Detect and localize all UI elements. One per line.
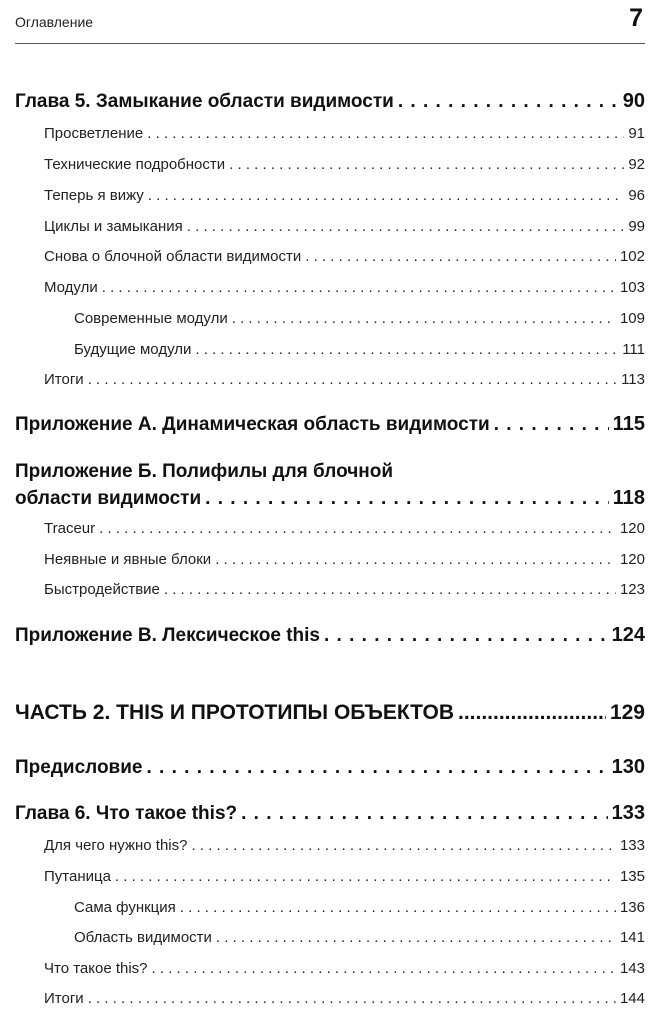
toc-entry-page: 113 (621, 371, 645, 388)
toc-entry-page: 135 (619, 868, 645, 885)
toc-entry-title: Приложение В. Лексическое this (15, 625, 320, 646)
toc-entry-subsection (0, 341, 660, 358)
dot-leader (195, 341, 618, 358)
dot-leader (191, 837, 615, 854)
toc-entry-section (0, 868, 660, 885)
toc-entry-page: 115 (612, 413, 645, 435)
toc-entry-section (0, 371, 660, 388)
dot-leader (88, 371, 617, 388)
toc-entry-title-line1: Приложение Б. Полифилы для блочной (15, 461, 394, 482)
toc-entry-title: Глава 5. Замыкание области видимости (15, 91, 394, 112)
toc-entry-part (0, 701, 660, 725)
dot-leader (216, 929, 616, 946)
toc-entry-section (0, 990, 660, 1007)
toc-entry-title: Итоги (44, 990, 84, 1007)
dot-leader (180, 899, 616, 916)
toc-entry-page: 129 (609, 701, 645, 724)
toc-entry-page: 118 (612, 487, 645, 509)
dot-leader (324, 625, 608, 647)
toc-entry-page: 90 (622, 90, 645, 112)
toc-entry-chapter (0, 802, 660, 825)
toc-entry-title: Будущие модули (74, 341, 192, 358)
toc-entry-page: 130 (611, 756, 645, 778)
toc-entry-chapter (0, 756, 660, 779)
toc-entry-section (0, 960, 660, 977)
toc-entry-title: Traceur (44, 520, 96, 537)
toc-entry-section (0, 279, 660, 296)
toc-entry-section (0, 187, 660, 204)
dot-leader (229, 156, 624, 173)
toc-entry-page: 102 (619, 248, 645, 265)
toc-entry-title: Модули (44, 279, 98, 296)
toc-entry-page: 109 (619, 310, 645, 327)
toc-entry-title: Теперь я вижу (44, 187, 144, 204)
dot-leader (147, 125, 624, 142)
toc-entry-title: области видимости (15, 488, 202, 509)
toc-entry-section (0, 551, 660, 568)
toc-entry-page: 99 (628, 218, 645, 235)
dot-leader (148, 187, 625, 204)
dot-leader (241, 803, 608, 825)
dot-leader (305, 248, 616, 265)
dot-leader (147, 757, 608, 779)
toc-entry-title: Предисловие (15, 757, 143, 778)
toc-entry-page: 120 (619, 551, 645, 568)
running-head-page-number: 7 (629, 4, 643, 32)
toc-entry-page: 124 (611, 624, 645, 646)
toc-entry-chapter (0, 624, 660, 647)
toc-entry-page: 91 (628, 125, 645, 142)
toc-entry-chapter (0, 413, 660, 436)
toc-entry-chapter (0, 487, 660, 510)
toc-entry-subsection (0, 929, 660, 946)
dot-leader (99, 520, 616, 537)
toc-entry-title: Приложение А. Динамическая область видимости (15, 414, 490, 435)
dot-leader (187, 218, 625, 235)
toc-entry-page: 96 (628, 187, 645, 204)
dot-leader (458, 701, 606, 725)
toc-entry-chapter (0, 90, 660, 113)
dot-leader (152, 960, 616, 977)
dot-leader (215, 551, 616, 568)
toc-entry-section (0, 520, 660, 537)
running-head-section: Оглавление (15, 14, 94, 30)
toc-entry-section (0, 156, 660, 173)
toc-entry-title: Сама функция (74, 899, 176, 916)
toc-entry-section (0, 837, 660, 854)
toc-entry-page: 103 (619, 279, 645, 296)
toc-entry-subsection (0, 899, 660, 916)
toc-entry-title: Снова о блочной области видимости (44, 248, 302, 265)
toc-entry-title: Технические подробности (44, 156, 226, 173)
toc-entry-section (0, 218, 660, 235)
dot-leader (494, 414, 609, 436)
toc-entry-title: Для чего нужно this? (44, 837, 188, 854)
dot-leader (88, 990, 616, 1007)
toc-entry-page: 92 (628, 156, 645, 173)
toc-entry-page: 144 (619, 990, 645, 1007)
toc-entry-page: 136 (619, 899, 645, 916)
toc-entry-title: Глава 6. Что такое this? (15, 803, 238, 824)
toc-entry-page: 133 (611, 802, 645, 824)
dot-leader (102, 279, 616, 296)
toc-entry-page: 143 (619, 960, 645, 977)
toc-entry-title: Циклы и замыкания (44, 218, 183, 235)
toc-entry-section (0, 125, 660, 142)
toc-entry-section (0, 581, 660, 598)
dot-leader (115, 868, 616, 885)
toc-entry-page: 123 (619, 581, 645, 598)
toc-entry-title: Область видимости (74, 929, 212, 946)
dot-leader (232, 310, 616, 327)
toc-entry-title: Неявные и явные блоки (44, 551, 212, 568)
toc-entry-title: ЧАСТЬ 2. THIS И ПРОТОТИПЫ ОБЪЕКТОВ (15, 701, 454, 724)
toc-entry-page: 120 (619, 520, 645, 537)
toc-entry-title: Современные модули (74, 310, 228, 327)
toc-entry-page: 111 (622, 341, 645, 358)
page-header (15, 0, 645, 44)
dot-leader (164, 581, 616, 598)
toc-entry-title: Путаница (44, 868, 111, 885)
toc-entry-section (0, 248, 660, 265)
toc-entry-page: 133 (619, 837, 645, 854)
toc-entry-subsection (0, 310, 660, 327)
toc-entry-title: Быстродействие (44, 581, 160, 598)
toc-entry-page: 141 (619, 929, 645, 946)
toc-entry-title: Что такое this? (44, 960, 148, 977)
dot-leader (398, 91, 619, 113)
toc-entry-title: Итоги (44, 371, 84, 388)
dot-leader (205, 488, 609, 510)
toc-entry-title: Просветление (44, 125, 144, 142)
